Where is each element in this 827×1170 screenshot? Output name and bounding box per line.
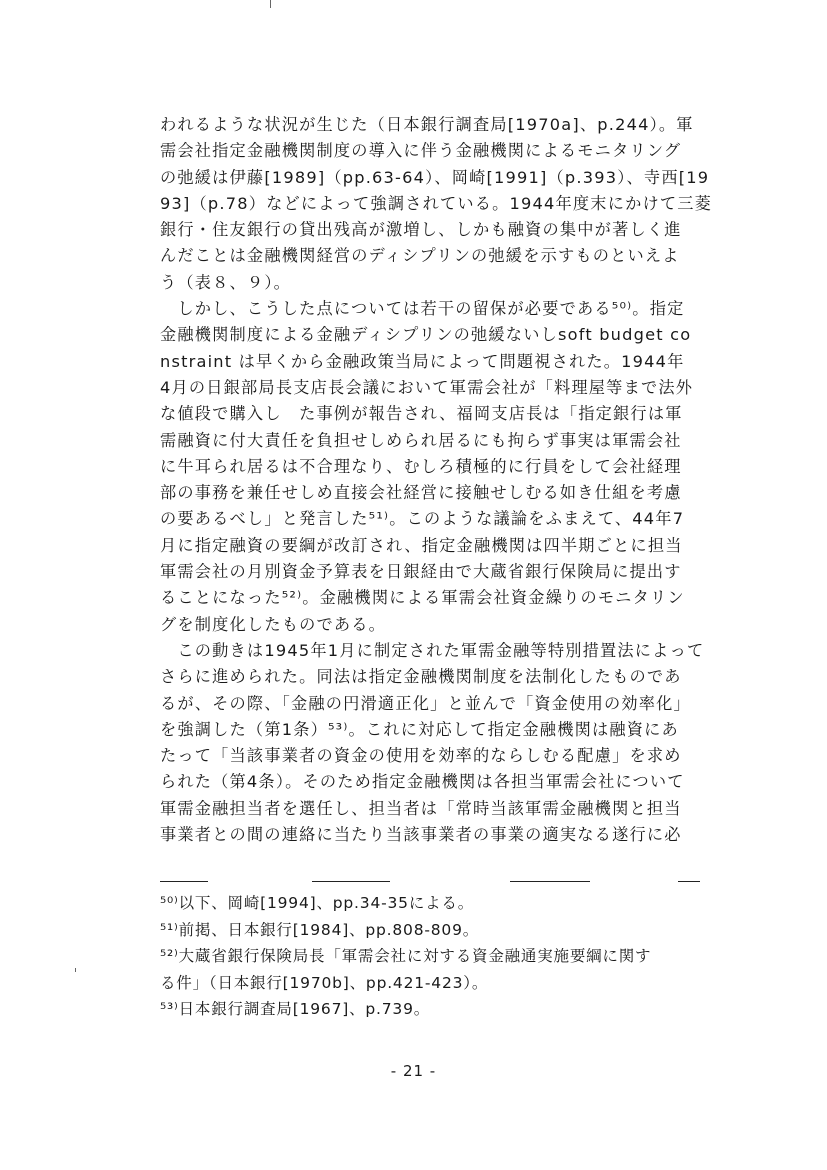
body-line: を強調した（第1条）⁵³⁾。これに対応して指定金融機関は融資にあ	[160, 719, 679, 739]
footnote-separator	[160, 881, 208, 882]
body-line: な値段で購入し た事例が報告され、福岡支店長は「指定銀行は軍	[160, 404, 683, 424]
footnote: ⁵³⁾日本銀行調査局[1967]、p.739。	[160, 1000, 431, 1018]
scan-artifact-left	[75, 968, 76, 972]
footnote: ⁵²⁾大蔵省銀行保険局長「軍需会社に対する資金融通実施要綱に関す	[160, 947, 652, 965]
body-line: られた（第4条）。そのため指定金融機関は各担当軍需会社について	[160, 772, 685, 792]
body-line: 部の事務を兼任せしめ直接会社経営に接触せしむる如き仕組を考慮	[160, 483, 682, 503]
body-line: さらに進められた。同法は指定金融機関制度を法制化したものであ	[160, 667, 682, 687]
body-line: 事業者との間の連絡に当たり当該事業者の事業の適実なる遂行に必	[160, 825, 682, 845]
footnote: る件」（日本銀行[1970b]、pp.421-423）。	[160, 973, 489, 992]
body-line: に牛耳られ居るは不合理なり、むしろ積極的に行員をして会社経理	[160, 456, 682, 476]
body-line: しかし、こうした点については若干の留保が必要である⁵⁰⁾。指定	[160, 299, 685, 319]
footnote-separator	[678, 881, 700, 882]
body-text	[160, 112, 713, 848]
body-line: 需会社指定金融機関制度の導入に伴う金融機関によるモニタリング	[160, 141, 682, 161]
body-line: う（表８、９）。	[160, 272, 291, 292]
footnote: ⁵¹⁾前掲、日本銀行[1984]、pp.808-809。	[160, 920, 480, 939]
body-line: 軍需会社の月別資金予算表を日銀経由で大蔵省銀行保険局に提出す	[160, 562, 682, 582]
body-line: 銀行・住友銀行の貸出残高が激増し、しかも融資の集中が著しく進	[160, 220, 682, 240]
footnote: ⁵⁰⁾以下、岡崎[1994]、pp.34-35による。	[160, 894, 475, 912]
page-number: - 21 -	[390, 1062, 437, 1080]
body-line: んだことは金融機関経営のディシプリンの弛緩を示すものといえよ	[160, 246, 680, 266]
body-line: グを制度化したものである。	[160, 614, 387, 634]
footnote-separator	[312, 881, 390, 882]
body-line: われるような状況が生じた（日本銀行調査局[1970a]、p.244）。軍	[160, 115, 694, 134]
footnotes	[160, 890, 705, 1023]
body-line: 4月の日銀部局長支店長会議において軍需会社が「料理屋等まで法外	[160, 377, 694, 397]
body-line: この動きは1945年1月に制定された軍需金融等特別措置法によって	[160, 640, 705, 660]
body-line: nstraint は早くから金融政策当局によって問題視された。1944年	[160, 351, 685, 371]
body-line: 軍需金融担当者を選任し、担当者は「常時当該軍需金融機関と担当	[160, 798, 682, 818]
body-line: 93]（p.78）などによって強調されている。1944年度末にかけて三菱	[160, 193, 713, 213]
body-line: たって「当該事業者の資金の使用を効率的ならしむる配慮」を求め	[160, 746, 682, 766]
body-line: 需融資に付大責任を負担せしめられ居るにも拘らず事実は軍需会社	[160, 430, 682, 450]
body-line: ることになった⁵²⁾。金融機関による軍需会社資金繰りのモニタリン	[160, 588, 685, 608]
body-line: 月に指定融資の要綱が改訂され、指定金融機関は四半期ごとに担当	[160, 535, 683, 555]
body-line: の要あるべし」と発言した⁵¹⁾。このような議論をふまえて、44年7	[160, 509, 685, 529]
footnote-separator	[510, 881, 590, 882]
body-line: の弛緩は伊藤[1989]（pp.63-64）、岡崎[1991]（p.393）、寺西[19	[160, 167, 710, 187]
body-line: るが、その際、「金融の円滑適正化」と並んで「資金使用の効率化」	[160, 693, 691, 713]
scan-artifact-top	[270, 0, 271, 8]
body-line: 金融機関制度による金融ディシプリンの弛緩ないしsoft budget co	[160, 325, 692, 345]
